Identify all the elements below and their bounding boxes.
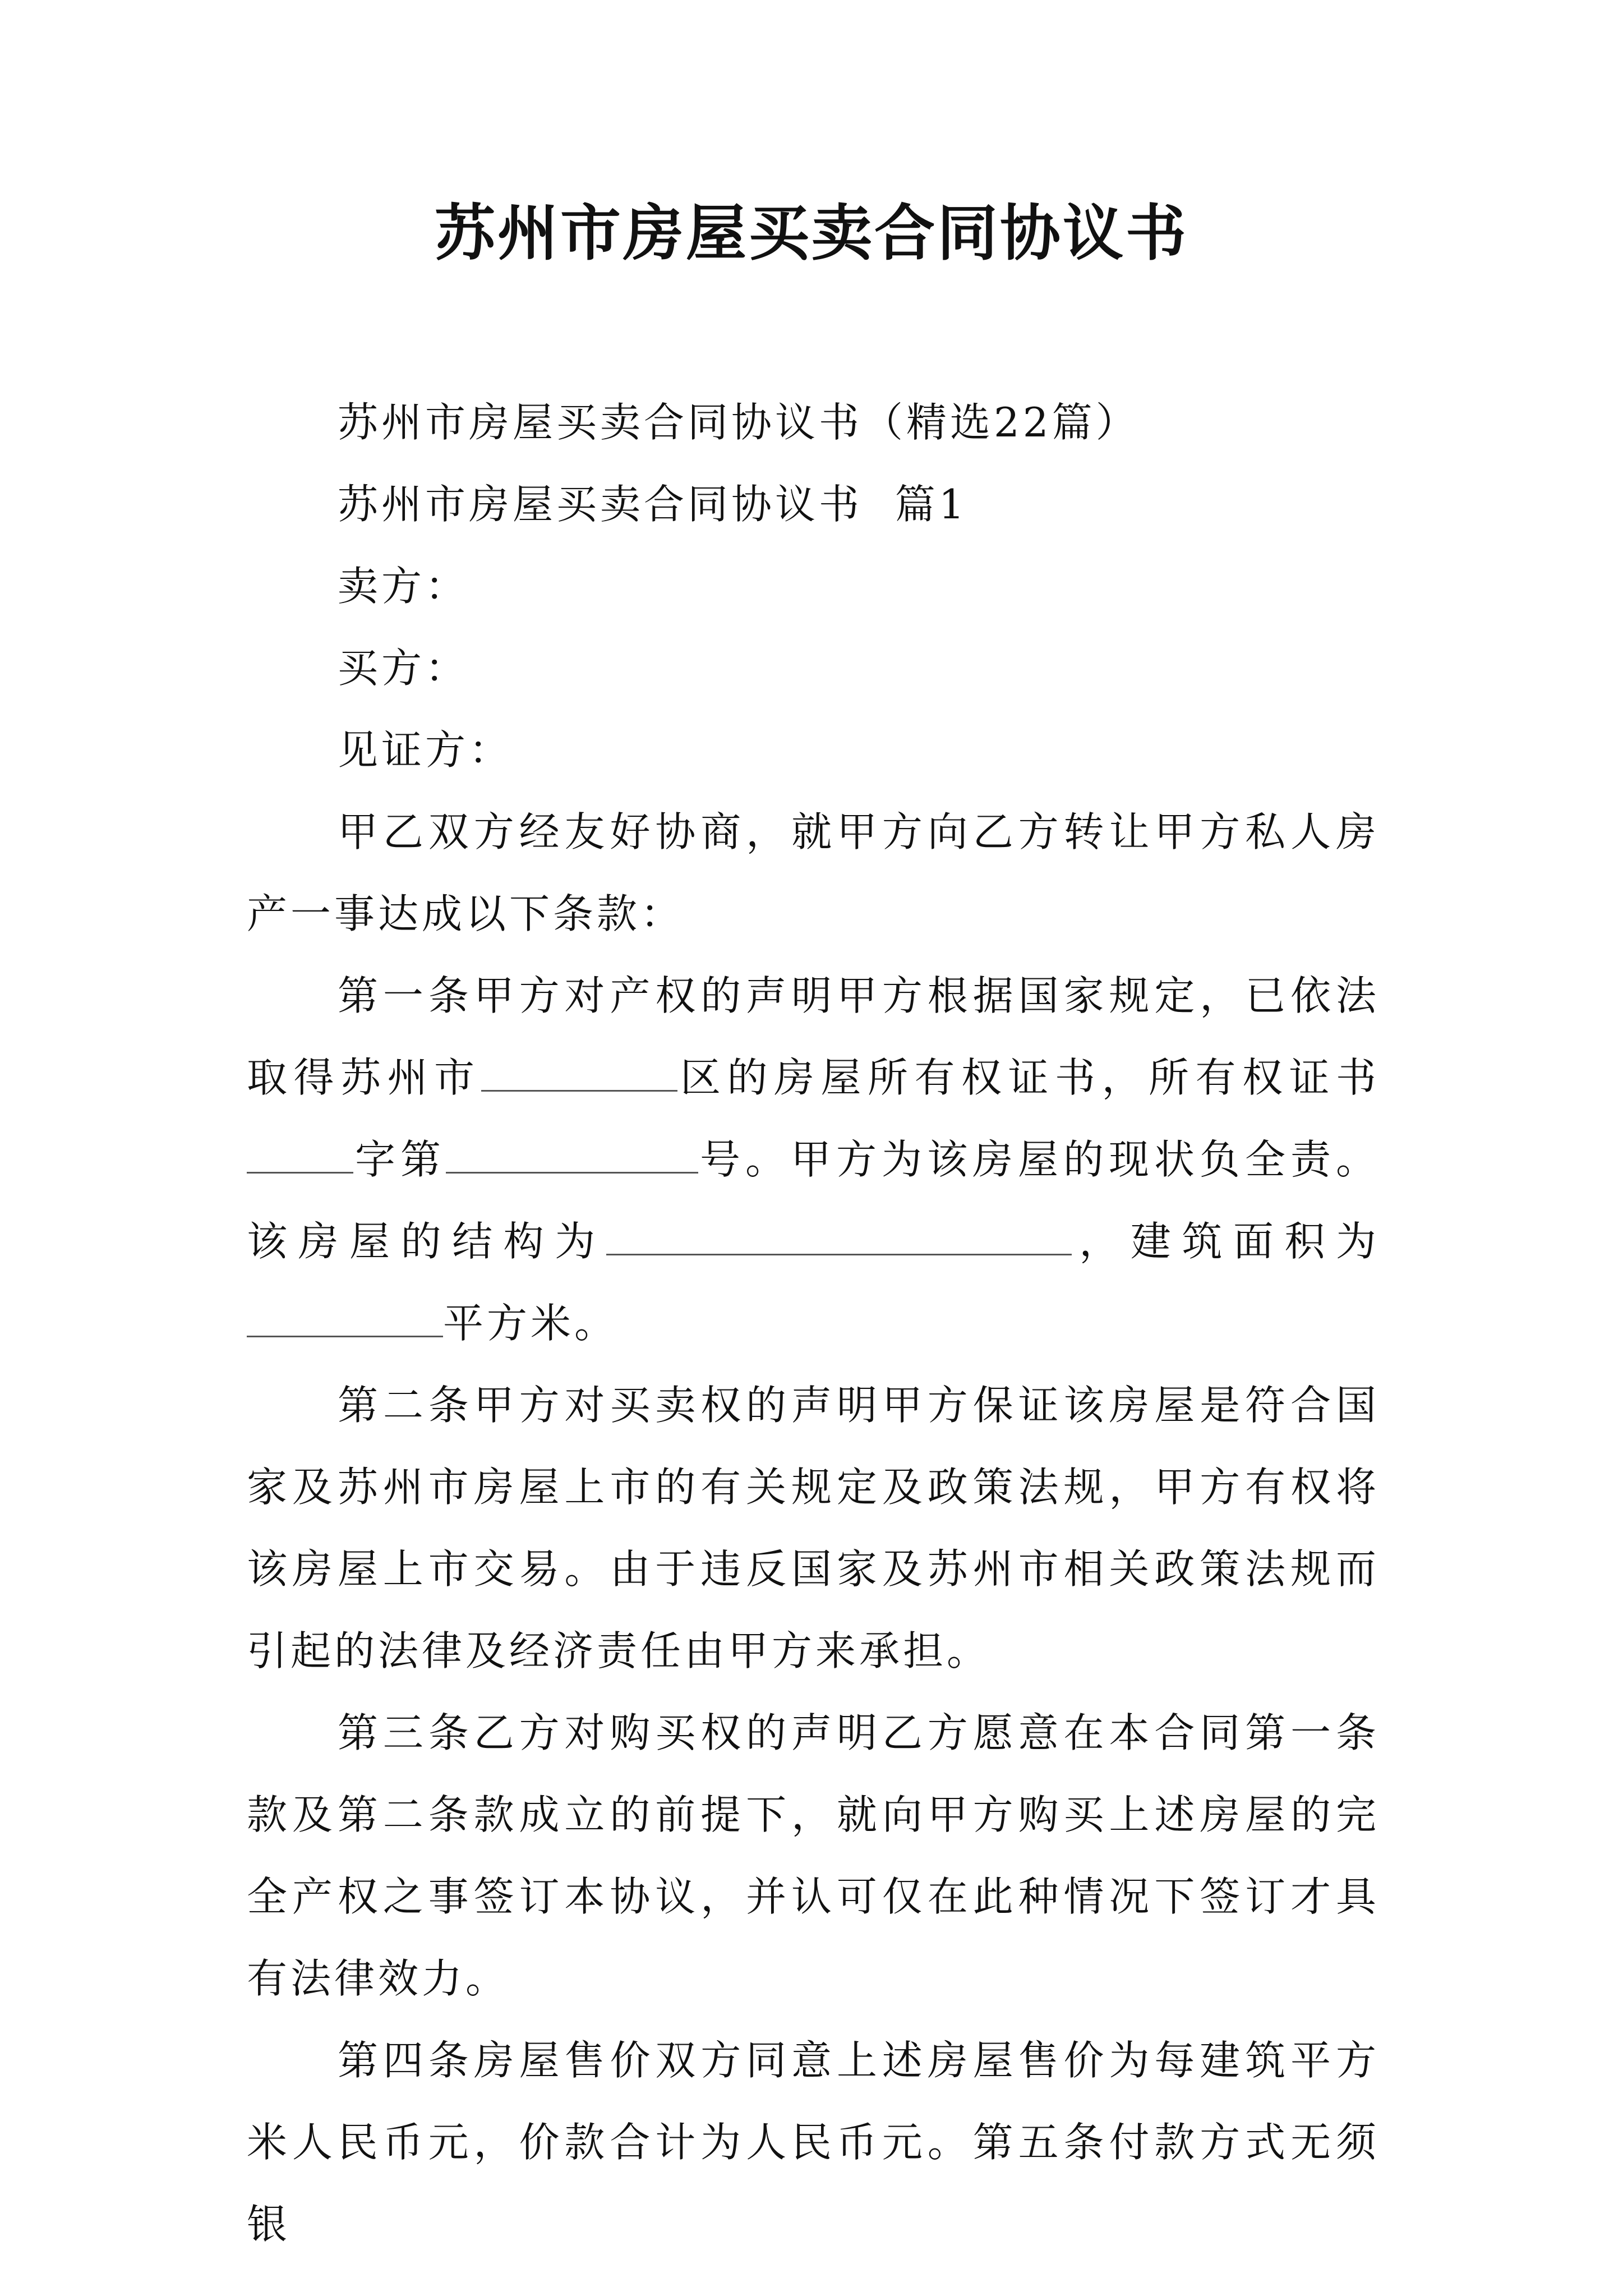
article-2-paragraph: 第二条甲方对买卖权的声明甲方保证该房屋是符合国家及苏州市房屋上市的有关规定及政策法规，甲方有权将该房屋上市交易。由于违反国家及苏州市相关政策法规而引起的法律及经济责任由甲方来承担。 (247, 1382, 1380, 1674)
certificate-number-blank (446, 1138, 698, 1174)
section-heading: 苏州市房屋买卖合同协议书 篇1 (338, 481, 968, 528)
article-1-text-2: 区的房屋所有权证书，所有权证书 (677, 1054, 1380, 1101)
district-blank (481, 1056, 677, 1092)
article-1-text-1: 第一条甲方对产权的声明甲方根据国家规定，已依法取得苏州市 (247, 972, 1380, 1101)
article-1-text-4: 号。甲方为该房屋的现状负全责。该房屋的结构为 (247, 1136, 1380, 1265)
area-blank (247, 1302, 443, 1337)
article-1-text-5: ，建筑面积为 (1071, 1218, 1380, 1265)
document-title: 苏州市房屋买卖合同协议书 (434, 198, 1188, 269)
seller-label: 卖方： (338, 563, 469, 610)
article-4-paragraph: 第四条房屋售价双方同意上述房屋售价为每建筑平方米人民币元，价款合计为人民币元。第五条付款方式无须银 (247, 2037, 1380, 2248)
article-1-text-6: 平方米。 (443, 1300, 619, 1347)
article-3-paragraph: 第三条乙方对购买权的声明乙方愿意在本合同第一条款及第二条款成立的前提下，就向甲方购买上述房屋的完全产权之事签订本协议，并认可仅在此种情况下签订才具有法律效力。 (247, 1709, 1380, 2002)
buyer-label: 买方： (338, 645, 469, 692)
structure-blank (606, 1220, 1072, 1255)
certificate-prefix-blank (247, 1138, 353, 1174)
article-1-paragraph (247, 955, 1380, 1364)
document-body (247, 381, 1380, 2265)
article-1-text-3: 字第 (353, 1136, 446, 1183)
subtitle: 苏州市房屋买卖合同协议书（精选22篇） (338, 399, 1140, 446)
witness-label: 见证方： (338, 726, 513, 774)
intro-paragraph: 甲乙双方经友好协商，就甲方向乙方转让甲方私人房产一事达成以下条款： (247, 808, 1380, 937)
